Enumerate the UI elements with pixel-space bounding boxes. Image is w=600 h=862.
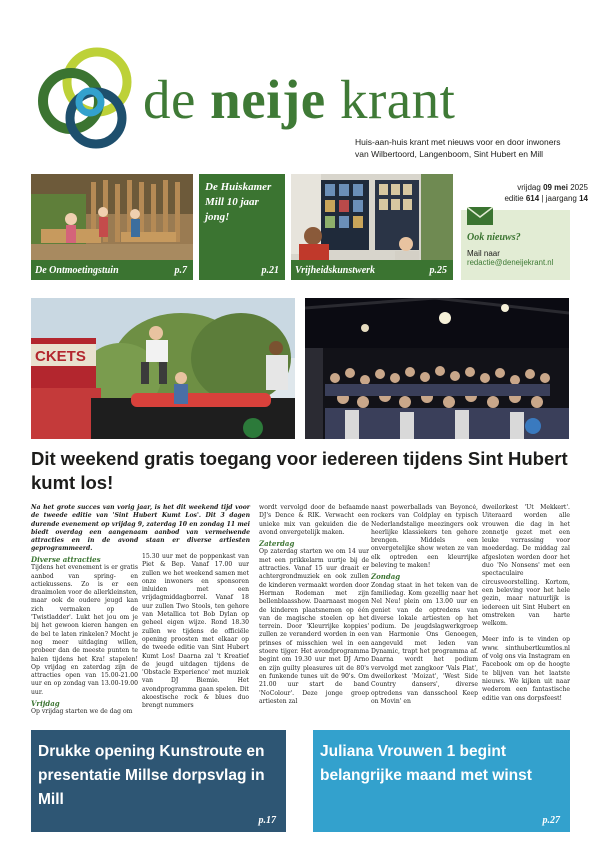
paragraph: Op vrijdag starten we de dag om — [31, 708, 133, 716]
paragraph: wordt vervolgd door de befaamde DJ's Dence & RIK. Verwacht een unieke mix van gekuiden die de avond onvergetelijk maken. — [259, 504, 369, 536]
news-contact-box — [461, 210, 570, 280]
teaser-juliana-vrouwen[interactable] — [313, 730, 570, 832]
article-column-3 — [259, 504, 369, 722]
teaser-page: p.27 — [542, 815, 560, 826]
teaser-caption: Vrijheidskunstwerk p.25 — [291, 260, 453, 280]
paragraph: Zondag staat in het teken van de familiedag. Kom gezellig naar het Nel Neu! plein om 13.00 uur en geniet van de optredens van diverse lokale artiesten op het podium. De jeugdslagwerkgroep van Harmonie Ons Genoegen, aangevuld met leden van Dynamic, trapt het programma af. Daarna wordt het podium vervolgd met zangkoor 'Vals Plat', dweilorkest 'Moizat', 'West Side Country dansers', diverse optredens van dansschool Keep on Movin' en — [371, 581, 478, 705]
subheading-vrijdag: Vrijdag — [31, 699, 60, 709]
teaser-text: De Huiskamer Mill 10 jaar jong! — [205, 181, 272, 223]
issue-info: vrijdag 09 mei 2025 editie 614 | jaargang 14 — [504, 183, 588, 203]
news-question: Ook nieuws? — [467, 232, 521, 243]
subheading-zondag: Zondag — [371, 572, 401, 582]
article-headline: Dit weekend gratis toegang voor iedereen tijdens Sint Hubert kumt los! — [31, 448, 568, 493]
teaser-kunstroute[interactable] — [31, 730, 286, 832]
paragraph: dweilorkest 'Ut Mekkert'. Uiteraard worden alle vrouwen die dag in het zonnetje gezet met een leuke verrassing voor moederdag. De middag zal afgesloten worden door het duo 'No Nonsens' met een spectaculaire circusvoorstelling. Kortom, een beleving voor het hele gezin, maar natuurlijk is iedereen uit Sint Hubert en omstreken van harte welkom. — [482, 504, 570, 628]
main-photo-crowd — [305, 298, 569, 439]
teaser-title: Drukke opening Kunstroute en presentatie Millse dorpsvlag in Mill — [38, 743, 265, 808]
teaser-page: p.17 — [258, 815, 276, 826]
teaser-page: p.21 — [261, 265, 279, 276]
article-column-5 — [482, 504, 570, 722]
teaser-huiskamer[interactable] — [199, 174, 285, 280]
main-photo-attractions — [31, 298, 295, 439]
article-column-2 — [142, 553, 249, 723]
email-link[interactable]: redactie@deneijekrant.nl — [467, 258, 554, 267]
paragraph: Op zaterdag starten we om 14 uur met een prikkelarm uurtje bij de attracties. Vanaf 15 uur draait er achtergrondmuziek en ook zullen de kinderen vermaakt worden door Herman Rodeman met zijn bellenblaasshow. Daarnaast mogen de kinderen plaatsnemen op één van de magische stoelen op het terrein. Door 'Kleurrijke koppies' zullen ze veranderd worden in een prinses of misschien wel in een stoere tijger. Het avondprogramma begint om 19.30 uur met DJ Arno en zijn guilty pleasures uit de 80's en funkende tunes uit de 90's. Om 21.00 uur start de band 'NoColour'. Deze jonge groep artiesten zal — [259, 548, 369, 705]
article-lead: Na het grote succes van vorig jaar, is het dit weekend tijd voor de tweede editie van 'Sint Hubert Kumt Los'. Dit 3 dagen durende evenement op vrijdag 9, zaterdag 10 en zondag 11 mei biedt overdag een aangenaam aanbod van vermeiwende attracties en in de avond staan er diverse artiesten geprogrammeerd. — [31, 504, 250, 553]
subheading-attracties: Diverse attracties — [31, 555, 101, 564]
teaser-vrijheidskunstwerk[interactable] — [291, 174, 453, 280]
teaser-ontmoetingstuin[interactable] — [31, 174, 193, 280]
paragraph: Tijdens het evenement is er gratis aanbod van spring- en actiekussens. Zo is er een draaimolen voor de allerkleinsten, maar ook de oudere jeugd kan zich vermaken op de 'Twistladder'. Lukt het jou om je bij het gewoon kieren hangen en de bel te laten rinkelen? Mocht je nog meer uitdaging willen, probeer dan de meeste punten te halen tijdens het Kra! stapelen! Op vrijdag en zaterdag zijn de attracties open van 15.00-21.00 uur en op zondag van 13.00-19.00 uur. — [31, 564, 138, 696]
teaser-caption: De Ontmoetingstuin p.7 — [31, 260, 193, 280]
tickets-sign-text: CKETS — [35, 348, 86, 365]
article-column-1 — [31, 553, 138, 723]
logo-rings-icon — [34, 46, 134, 156]
article-column-4 — [371, 504, 478, 722]
paragraph: 15.30 uur met de poppenkast van Piet & Bep. Vanaf 17.00 uur zullen we het weekend samen met onze inwoners en sponsoren inluiden met een vrijdagmiddagborrel. Vanaf 18 uur zullen Two Stools, ten gehore van Metallica tot Bob Dylan op geheel eigen wijze. Rond 18.30 zullen we tijdens de officiële opening proosten met elkaar op de tweede editie van Sint Hubert Kumt Los! Daarna zal 't Kreatief de jeugd uitdagen tijdens de 'Obstacle Experience' met muziek van DJ Biemie. Het avondprogramma gaan spelen. Dit akoestische rock & blues duo brengt nummers — [142, 553, 249, 710]
teaser-title: Juliana Vrouwen 1 begint belangrijke maand met winst — [320, 743, 532, 784]
mail-label: Mail naar — [467, 249, 500, 258]
subheading-zaterdag: Zaterdag — [259, 539, 295, 549]
paragraph: naast powerballads van Beyoncé, rockers van Coldplay en typisch Nederlandstalige meezingers ook heerlijke klassiekers ten gehore brengen. Middels een onvergetelijke show weten ze van elk optreden een kleurrijke beleving te maken! — [371, 504, 478, 570]
envelope-icon — [467, 207, 493, 225]
tagline: Huis-aan-huis krant met nieuws voor en door inwoners van Wilbertoord, Langenboom, Sint Hubert en Mill — [355, 137, 561, 159]
paragraph: Meer info is te vinden op www. sinthubertkumtlos.nl of volg ons via Instagram en Facebook om op de hoogte te blijven van het laatste nieuws. We kijken uit naar wederom een fantastische editie van ons dorpsfeest! — [482, 636, 570, 702]
newspaper-title: de neije krant — [143, 69, 456, 130]
